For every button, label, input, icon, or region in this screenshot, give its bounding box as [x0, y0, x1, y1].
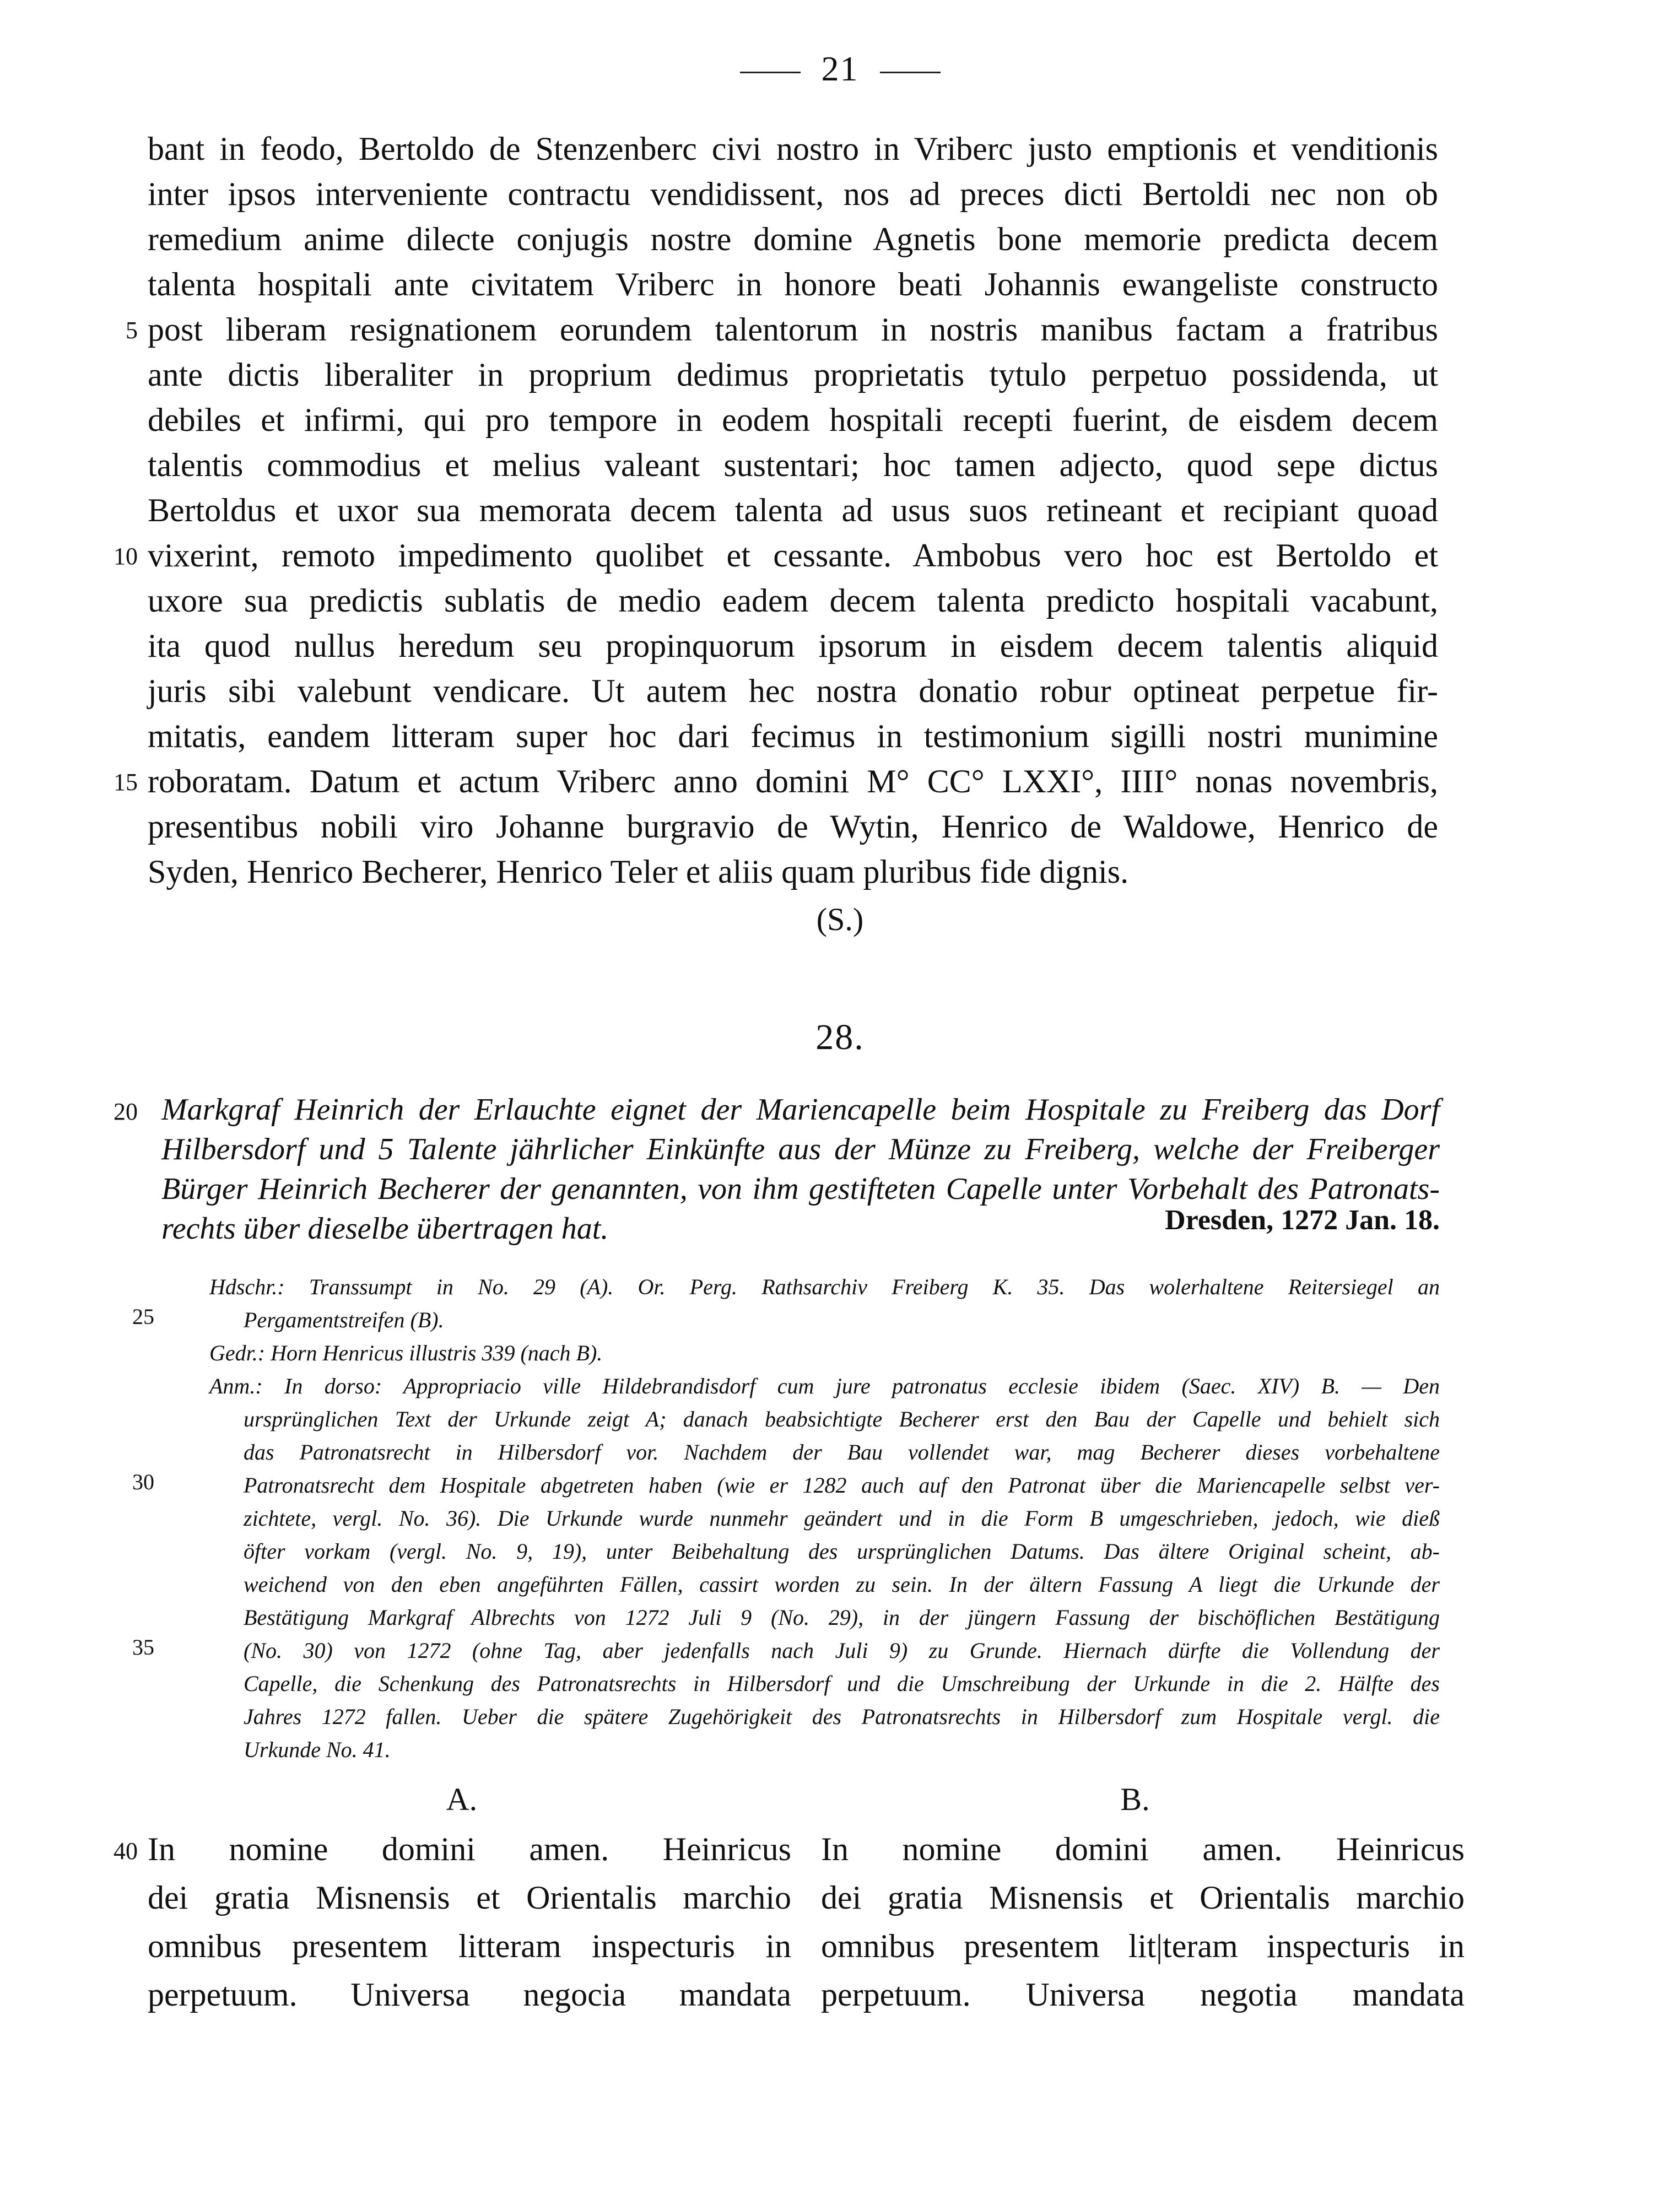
- text-line: bant in feodo, Bertoldo de Stenzenberc civi nostro in Vriberc justo emptionis et venditionis: [148, 131, 1438, 167]
- text-line: mitatis, eandem litteram super hoc dari fecimus in testimonium sigilli nostri munimine: [148, 718, 1438, 754]
- line-number: 5: [126, 317, 138, 344]
- note-line: zichtete, vergl. No. 36). Die Urkunde wurde nunmehr geändert und in die Form B umgeschrieben, jedoch, wie dieß: [244, 1506, 1440, 1531]
- text-line: debiles et infirmi, qui pro tempore in eodem hospitali recepti fuerint, de eisdem decem: [148, 402, 1438, 438]
- text-line: presentibus nobili viro Johanne burgravio de Wytin, Henrico de Waldowe, Henrico de: [148, 808, 1438, 845]
- page-number: 21: [821, 49, 859, 88]
- text-line: roboratam. Datum et actum Vriberc anno domini M° CC° LXXI°, IIII° nonas novembris,: [148, 763, 1438, 799]
- text-line: post liberam resignationem eorundem talentorum in nostris manibus factam a fratribus: [148, 311, 1438, 348]
- column-a-line: In nomine domini amen. Heinricus: [148, 1831, 791, 1867]
- text-line: juris sibi valebunt vendicare. Ut autem hec nostra donatio robur optineat perpetue fir-: [148, 673, 1438, 709]
- note-line: Capelle, die Schenkung des Patronatsrechts in Hilbersdorf und die Umschreibung der Urkunde in die 2. Hälfte des: [244, 1671, 1440, 1696]
- text-line: Bertoldus et uxor sua memorata decem talenta ad usus suos retineant et recipiant quoad: [148, 492, 1438, 528]
- note-line: Bestätigung Markgraf Albrechts von 1272 Juli 9 (No. 29), in der jüngern Fassung der bischöflichen Bestätigung: [244, 1605, 1440, 1630]
- text-line: ante dictis liberaliter in proprium dedimus proprietatis tytulo perpetuo possidenda, ut: [148, 356, 1438, 393]
- line-number: 10: [114, 543, 138, 570]
- seal-mark: (S.): [816, 901, 864, 937]
- regest-line: Bürger Heinrich Becherer der genannten, von ihm gestifteten Capelle unter Vorbehalt des Patronats-: [161, 1172, 1440, 1206]
- text-line: ita quod nullus heredum seu propinquorum ipsorum in eisdem decem talentis aliquid: [148, 628, 1438, 664]
- note-line: Anm.: In dorso: Appropriacio ville Hildebrandisdorf cum jure patronatus ecclesie ibidem (Saec. XIV) B. — Den: [209, 1374, 1440, 1398]
- rule-right: [880, 72, 941, 73]
- line-number: 40: [114, 1838, 138, 1865]
- column-a-line: omnibus presentem litteram inspecturis in: [148, 1928, 791, 1964]
- note-line: Patronatsrecht dem Hospitale abgetreten haben (wie er 1282 auch auf den Patronat über die Mariencapelle selbst ver-: [244, 1473, 1440, 1498]
- text-line: talenta hospitali ante civitatem Vriberc in honore beati Johannis ewangeliste constructo: [148, 266, 1438, 302]
- regest-line: rechts über dieselbe übertragen hat.: [161, 1212, 609, 1246]
- column-a-heading: A.: [446, 1781, 478, 1817]
- note-line: Gedr.: Horn Henricus illustris 339 (nach B).: [209, 1341, 603, 1365]
- note-line: Hdschr.: Transsumpt in No. 29 (A). Or. Perg. Rathsarchiv Freiberg K. 35. Das wolerhaltene Reitersiegel an: [209, 1274, 1440, 1299]
- note-line: öfter vorkam (vergl. No. 9, 19), unter Beibehaltung des ursprünglichen Datums. Das ältere Original scheint, ab-: [244, 1539, 1440, 1564]
- text-line: Syden, Henrico Becherer, Henrico Teler et aliis quam pluribus fide dignis.: [148, 853, 1129, 890]
- line-number: 20: [114, 1098, 138, 1125]
- note-line: ursprünglichen Text der Urkunde zeigt A; danach beabsichtigte Becherer erst den Bau der Capelle und behielt sich: [244, 1407, 1440, 1431]
- place-date: Dresden, 1272 Jan. 18.: [1165, 1204, 1440, 1236]
- line-number: 30: [132, 1469, 154, 1494]
- column-a-line: perpetuum. Universa negocia mandata: [148, 1976, 791, 2013]
- note-line: das Patronatsrecht in Hilbersdorf vor. Nachdem der Bau vollendet war, mag Becherer dieses vorbehaltene: [244, 1440, 1440, 1465]
- column-b-line: perpetuum. Universa negotia mandata: [821, 1976, 1465, 2013]
- document-number: 28.: [815, 1017, 865, 1057]
- note-line: Pergamentstreifen (B).: [244, 1307, 444, 1332]
- page-header: [0, 48, 1680, 89]
- column-a-line: dei gratia Misnensis et Orientalis marchio: [148, 1879, 791, 1916]
- note-line: Urkunde No. 41.: [244, 1737, 391, 1762]
- text-line: remedium anime dilecte conjugis nostre domine Agnetis bone memorie predicta decem: [148, 221, 1438, 257]
- column-b-line: omnibus presentem lit|teram inspecturis in: [821, 1928, 1465, 1964]
- note-line: weichend von den eben angeführten Fällen, cassirt worden zu sein. In der ältern Fassung A liegt die Urkunde der: [244, 1572, 1440, 1597]
- line-number: 15: [114, 769, 138, 796]
- text-line: vixerint, remoto impedimento quolibet et cessante. Ambobus vero hoc est Bertoldo et: [148, 537, 1438, 574]
- note-line: (No. 30) von 1272 (ohne Tag, aber jedenfalls nach Juli 9) zu Grunde. Hiernach dürfte die Vollendung der: [244, 1638, 1440, 1663]
- line-number: 25: [132, 1304, 154, 1329]
- column-b-line: dei gratia Misnensis et Orientalis marchio: [821, 1879, 1465, 1916]
- regest-line: Markgraf Heinrich der Erlauchte eignet der Mariencapelle beim Hospitale zu Freiberg das Dorf: [161, 1093, 1440, 1127]
- column-b-line: In nomine domini amen. Heinricus: [821, 1831, 1465, 1867]
- text-line: uxore sua predictis sublatis de medio eadem decem talenta predicto hospitali vacabunt,: [148, 582, 1438, 619]
- text-line: inter ipsos interveniente contractu vendidissent, nos ad preces dicti Bertoldi nec non ob: [148, 176, 1438, 212]
- column-b-heading: B.: [1120, 1781, 1150, 1817]
- line-number: 35: [132, 1635, 154, 1660]
- regest-line: Hilbersdorf und 5 Talente jährlicher Einkünfte aus der Münze zu Freiberg, welche der Freiberger: [161, 1132, 1440, 1166]
- note-line: Jahres 1272 fallen. Ueber die spätere Zugehörigkeit des Patronatsrechts in Hilbersdorf zum Hospitale vergl. die: [244, 1704, 1440, 1729]
- text-line: talentis commodius et melius valeant sustentari; hoc tamen adjecto, quod sepe dictus: [148, 447, 1438, 483]
- rule-left: [740, 72, 801, 73]
